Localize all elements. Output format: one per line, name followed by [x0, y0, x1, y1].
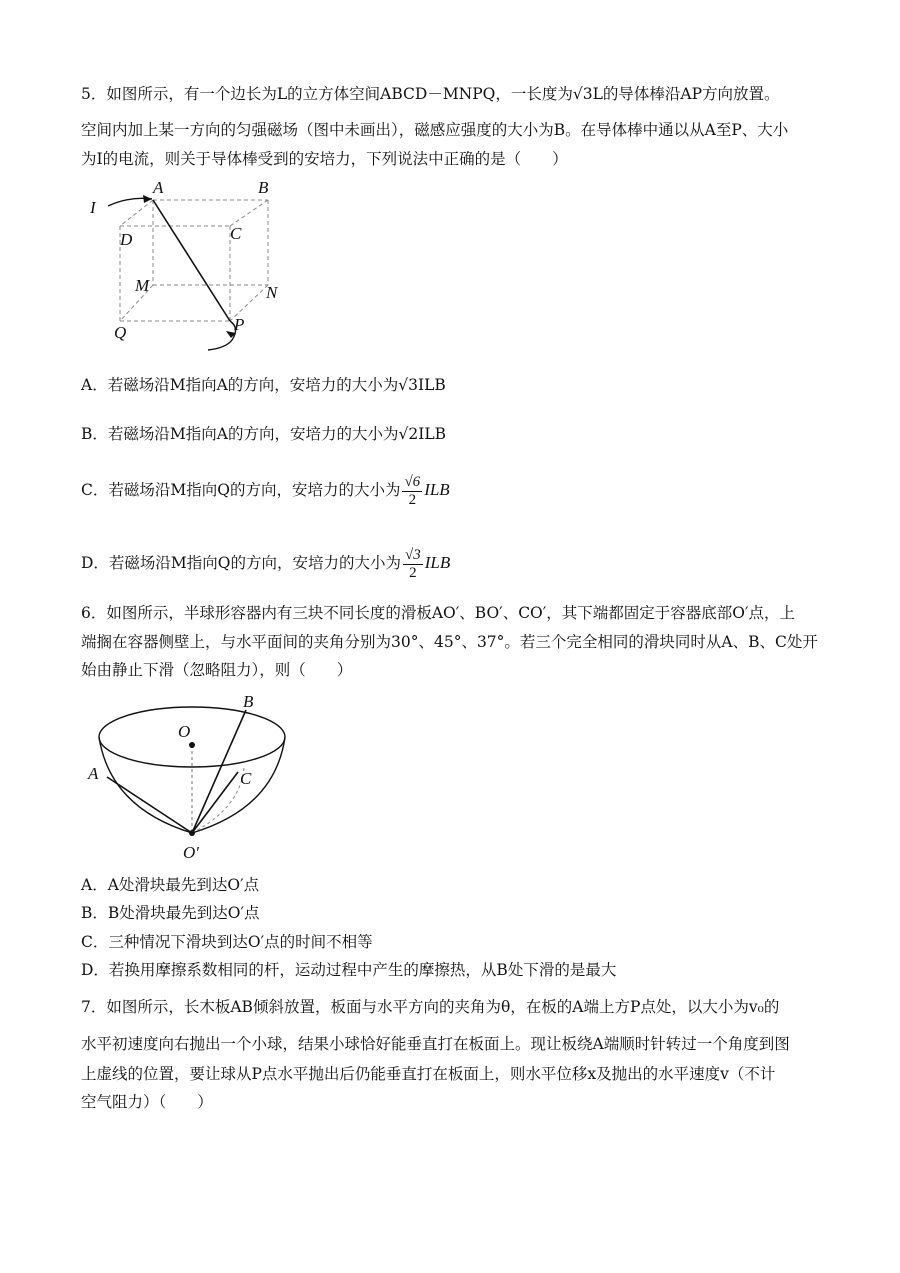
- cube-figure: [80, 178, 380, 358]
- q5-stem-line1: 5．如图所示，有一个边长为L的立方体空间ABCD－MNPQ，一长度为√3L的导体棒沿AP方向放置。: [81, 85, 780, 103]
- q5-option-c: [81, 470, 450, 510]
- label-O: O: [178, 722, 191, 741]
- center-point: [189, 742, 195, 748]
- bottom-point: [189, 830, 195, 836]
- q7-stem-line1: 7．如图所示，长木板AB倾斜放置，板面与水平方向的夹角为θ，在板的A端上方P点处，以大小为v₀的: [81, 998, 780, 1016]
- q5-option-b: B．若磁场沿M指向A的方向，安培力的大小为√2ILB: [81, 425, 447, 443]
- q6-option-c: C．三种情况下滑块到达O′点的时间不相等: [81, 933, 373, 951]
- label-C6: C: [240, 769, 252, 788]
- q6-stem-line2: 端搁在容器侧壁上，与水平面间的夹角分别为30°、45°、37°。若三个完全相同的滑块同时从A、B、C处开: [81, 633, 818, 651]
- q5-stem-line2: 空间内加上某一方向的匀强磁场（图中未画出），磁感应强度的大小为B。在导体棒中通以从A至P、大小: [81, 121, 789, 139]
- q5-stem-line3: 为I的电流，则关于导体棒受到的安培力，下列说法中正确的是（ ）: [81, 150, 568, 168]
- label-I: I: [90, 198, 96, 217]
- q6-stem-line3: 始由静止下滑（忽略阻力），则（ ）: [81, 661, 353, 679]
- hemisphere-figure: [80, 688, 310, 868]
- q6-option-d: D．若换用摩擦系数相同的杆，运动过程中产生的摩擦热，从B处下滑的是最大: [81, 961, 617, 979]
- label-P: P: [234, 315, 245, 334]
- q5-option-c-fraction: [402, 474, 422, 509]
- label-Q: Q: [114, 323, 127, 342]
- q6-stem-line1: 6．如图所示，半球形容器内有三块不同长度的滑板AO′、BO′、CO′，其下端都固定于容器底部O′点，上: [81, 604, 796, 622]
- q5-option-c-text: C．若磁场沿M指向Q的方向，安培力的大小为: [81, 481, 401, 499]
- label-M: M: [135, 276, 150, 295]
- label-A: A: [153, 178, 164, 197]
- label-Oprime: O′: [183, 843, 199, 862]
- q7-stem-line2: 水平初速度向右抛出一个小球，结果小球恰好能垂直打在板面上。现让板绕A端顺时针转过一个角度到图: [81, 1035, 790, 1053]
- label-D: D: [120, 230, 133, 249]
- q5-option-d: [81, 543, 450, 583]
- q6-option-b: B．B处滑块最先到达O′点: [81, 904, 260, 922]
- label-N: N: [266, 283, 278, 302]
- q5-option-a: A．若磁场沿M指向A的方向，安培力的大小为√3ILB: [81, 376, 446, 394]
- q7-stem-line3: 上虚线的位置，要让球从P点水平抛出后仍能垂直打在板面上，则水平位移x及抛出的水平速度v（不计: [81, 1065, 776, 1083]
- q5-option-c-numerator: √6: [404, 473, 421, 490]
- q6-option-a: A．A处滑块最先到达O′点: [81, 876, 260, 894]
- q5-option-c-denominator: 2: [408, 491, 417, 508]
- q7-stem-line4: 空气阻力）（ ）: [81, 1093, 213, 1111]
- label-B: B: [258, 178, 269, 197]
- slide-ao: [107, 777, 192, 833]
- q5-option-d-denominator: 2: [409, 564, 417, 581]
- label-A6: A: [88, 764, 99, 783]
- q5-option-d-tail: ILB: [424, 553, 451, 572]
- q5-option-d-numerator: √3: [405, 546, 421, 563]
- q5-option-c-tail: ILB: [424, 480, 450, 499]
- rod-ap: [153, 200, 230, 321]
- label-C: C: [230, 224, 242, 243]
- q5-option-d-text: D．若磁场沿M指向Q的方向，安培力的大小为: [81, 554, 402, 572]
- label-B6: B: [243, 692, 254, 711]
- q5-option-d-fraction: [403, 547, 423, 582]
